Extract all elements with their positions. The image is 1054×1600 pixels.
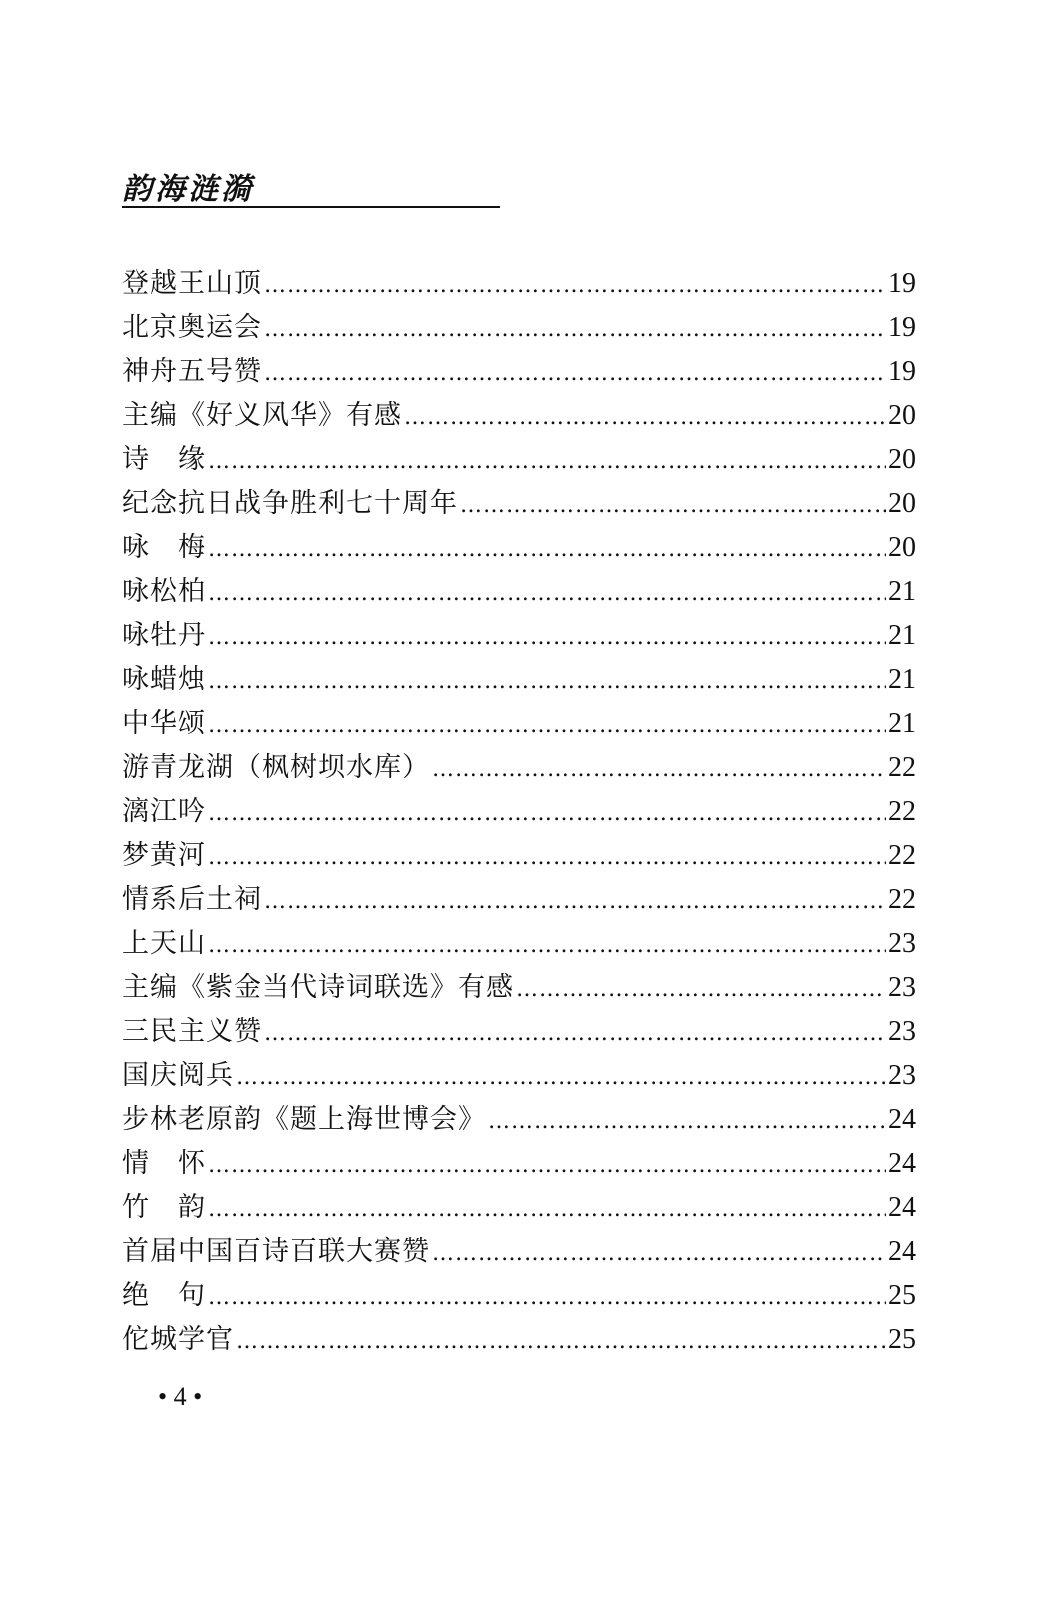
toc-entry	[122, 614, 916, 658]
toc-entry	[122, 790, 916, 834]
toc-entry-title: 首届中国百诗百联大赛赞	[122, 1236, 430, 1267]
toc-entry-page: 24	[888, 1104, 916, 1135]
toc-entry-page: 23	[888, 928, 916, 959]
toc-entry-page: 22	[888, 840, 916, 871]
toc-entry-page: 20	[888, 532, 916, 563]
toc-entry-title: 国庆阅兵	[122, 1060, 234, 1091]
toc-entry	[122, 878, 916, 922]
toc-entry-page: 23	[888, 972, 916, 1003]
toc-entry	[122, 1010, 916, 1054]
toc-entry	[122, 1054, 916, 1098]
toc-entry	[122, 1318, 916, 1362]
toc-entry	[122, 966, 916, 1010]
toc-entry-title: 咏牡丹	[122, 620, 206, 651]
toc-leader-dots	[208, 792, 886, 836]
toc-leader-dots	[208, 572, 886, 616]
toc-entry-title: 咏 梅	[122, 532, 206, 563]
toc-leader-dots	[208, 836, 886, 880]
toc-entry	[122, 306, 916, 350]
toc-entry-page: 20	[888, 488, 916, 519]
toc-entry-title: 中华颂	[122, 708, 206, 739]
toc-entry-title: 梦黄河	[122, 840, 206, 871]
toc-entry-page: 21	[888, 576, 916, 607]
toc-entry-page: 22	[888, 752, 916, 783]
toc-entry-title: 纪念抗日战争胜利七十周年	[122, 488, 458, 519]
table-of-contents	[122, 262, 916, 1362]
toc-entry-title: 佗城学官	[122, 1324, 234, 1355]
toc-entry-title: 竹 韵	[122, 1192, 206, 1223]
toc-leader-dots	[264, 1012, 886, 1056]
toc-entry-title: 咏蜡烛	[122, 664, 206, 695]
toc-entry-page: 19	[888, 312, 916, 343]
toc-leader-dots	[432, 1232, 886, 1276]
toc-entry-title: 步林老原韵《题上海世博会》	[122, 1104, 486, 1135]
toc-entry-title: 情 怀	[122, 1148, 206, 1179]
toc-entry	[122, 746, 916, 790]
toc-entry	[122, 350, 916, 394]
toc-entry-title: 绝 句	[122, 1280, 206, 1311]
toc-entry-page: 20	[888, 444, 916, 475]
toc-leader-dots	[488, 1100, 886, 1144]
toc-entry	[122, 1098, 916, 1142]
toc-entry	[122, 394, 916, 438]
toc-entry	[122, 702, 916, 746]
toc-entry-title: 游青龙湖（枫树坝水库）	[122, 752, 430, 783]
toc-entry-title: 诗 缘	[122, 444, 206, 475]
toc-entry	[122, 1274, 916, 1318]
toc-leader-dots	[208, 1276, 886, 1320]
toc-leader-dots	[208, 616, 886, 660]
toc-entry-page: 21	[888, 664, 916, 695]
toc-entry-page: 19	[888, 268, 916, 299]
toc-leader-dots	[264, 308, 886, 352]
toc-leader-dots	[208, 528, 886, 572]
toc-entry-page: 21	[888, 620, 916, 651]
toc-entry-title: 漓江吟	[122, 796, 206, 827]
toc-entry-page: 23	[888, 1016, 916, 1047]
toc-entry	[122, 570, 916, 614]
toc-leader-dots	[264, 352, 886, 396]
toc-entry-page: 25	[888, 1280, 916, 1311]
toc-entry-title: 主编《紫金当代诗词联选》有感	[122, 972, 514, 1003]
toc-leader-dots	[264, 264, 886, 308]
toc-leader-dots	[208, 1144, 886, 1188]
toc-entry-title: 三民主义赞	[122, 1016, 262, 1047]
toc-leader-dots	[460, 484, 886, 528]
toc-leader-dots	[236, 1320, 886, 1364]
toc-entry	[122, 1186, 916, 1230]
toc-entry-page: 24	[888, 1192, 916, 1223]
toc-entry	[122, 482, 916, 526]
toc-entry-title: 咏松柏	[122, 576, 206, 607]
toc-leader-dots	[208, 924, 886, 968]
toc-entry-page: 21	[888, 708, 916, 739]
toc-entry	[122, 922, 916, 966]
toc-entry	[122, 1230, 916, 1274]
toc-leader-dots	[208, 660, 886, 704]
toc-leader-dots	[208, 440, 886, 484]
toc-leader-dots	[432, 748, 886, 792]
toc-entry-title: 神舟五号赞	[122, 356, 262, 387]
running-header	[122, 160, 500, 208]
toc-entry-page: 19	[888, 356, 916, 387]
toc-entry	[122, 834, 916, 878]
toc-entry	[122, 1142, 916, 1186]
toc-entry	[122, 438, 916, 482]
toc-entry-page: 22	[888, 884, 916, 915]
toc-entry-title: 情系后土祠	[122, 884, 262, 915]
book-title: 韵海涟漪	[122, 172, 254, 207]
toc-leader-dots	[264, 880, 886, 924]
toc-entry-page: 24	[888, 1148, 916, 1179]
toc-entry	[122, 526, 916, 570]
toc-leader-dots	[516, 968, 886, 1012]
toc-leader-dots	[208, 704, 886, 748]
toc-entry-title: 主编《好义风华》有感	[122, 400, 402, 431]
toc-entry-page: 23	[888, 1060, 916, 1091]
toc-entry-page: 25	[888, 1324, 916, 1355]
toc-entry-title: 登越王山顶	[122, 268, 262, 299]
toc-entry	[122, 262, 916, 306]
toc-entry-title: 北京奥运会	[122, 312, 262, 343]
toc-leader-dots	[404, 396, 886, 440]
toc-leader-dots	[236, 1056, 886, 1100]
toc-entry-page: 24	[888, 1236, 916, 1267]
toc-entry	[122, 658, 916, 702]
toc-entry-title: 上天山	[122, 928, 206, 959]
page-number: • 4 •	[158, 1382, 203, 1411]
toc-leader-dots	[208, 1188, 886, 1232]
toc-entry-page: 20	[888, 400, 916, 431]
toc-entry-page: 22	[888, 796, 916, 827]
